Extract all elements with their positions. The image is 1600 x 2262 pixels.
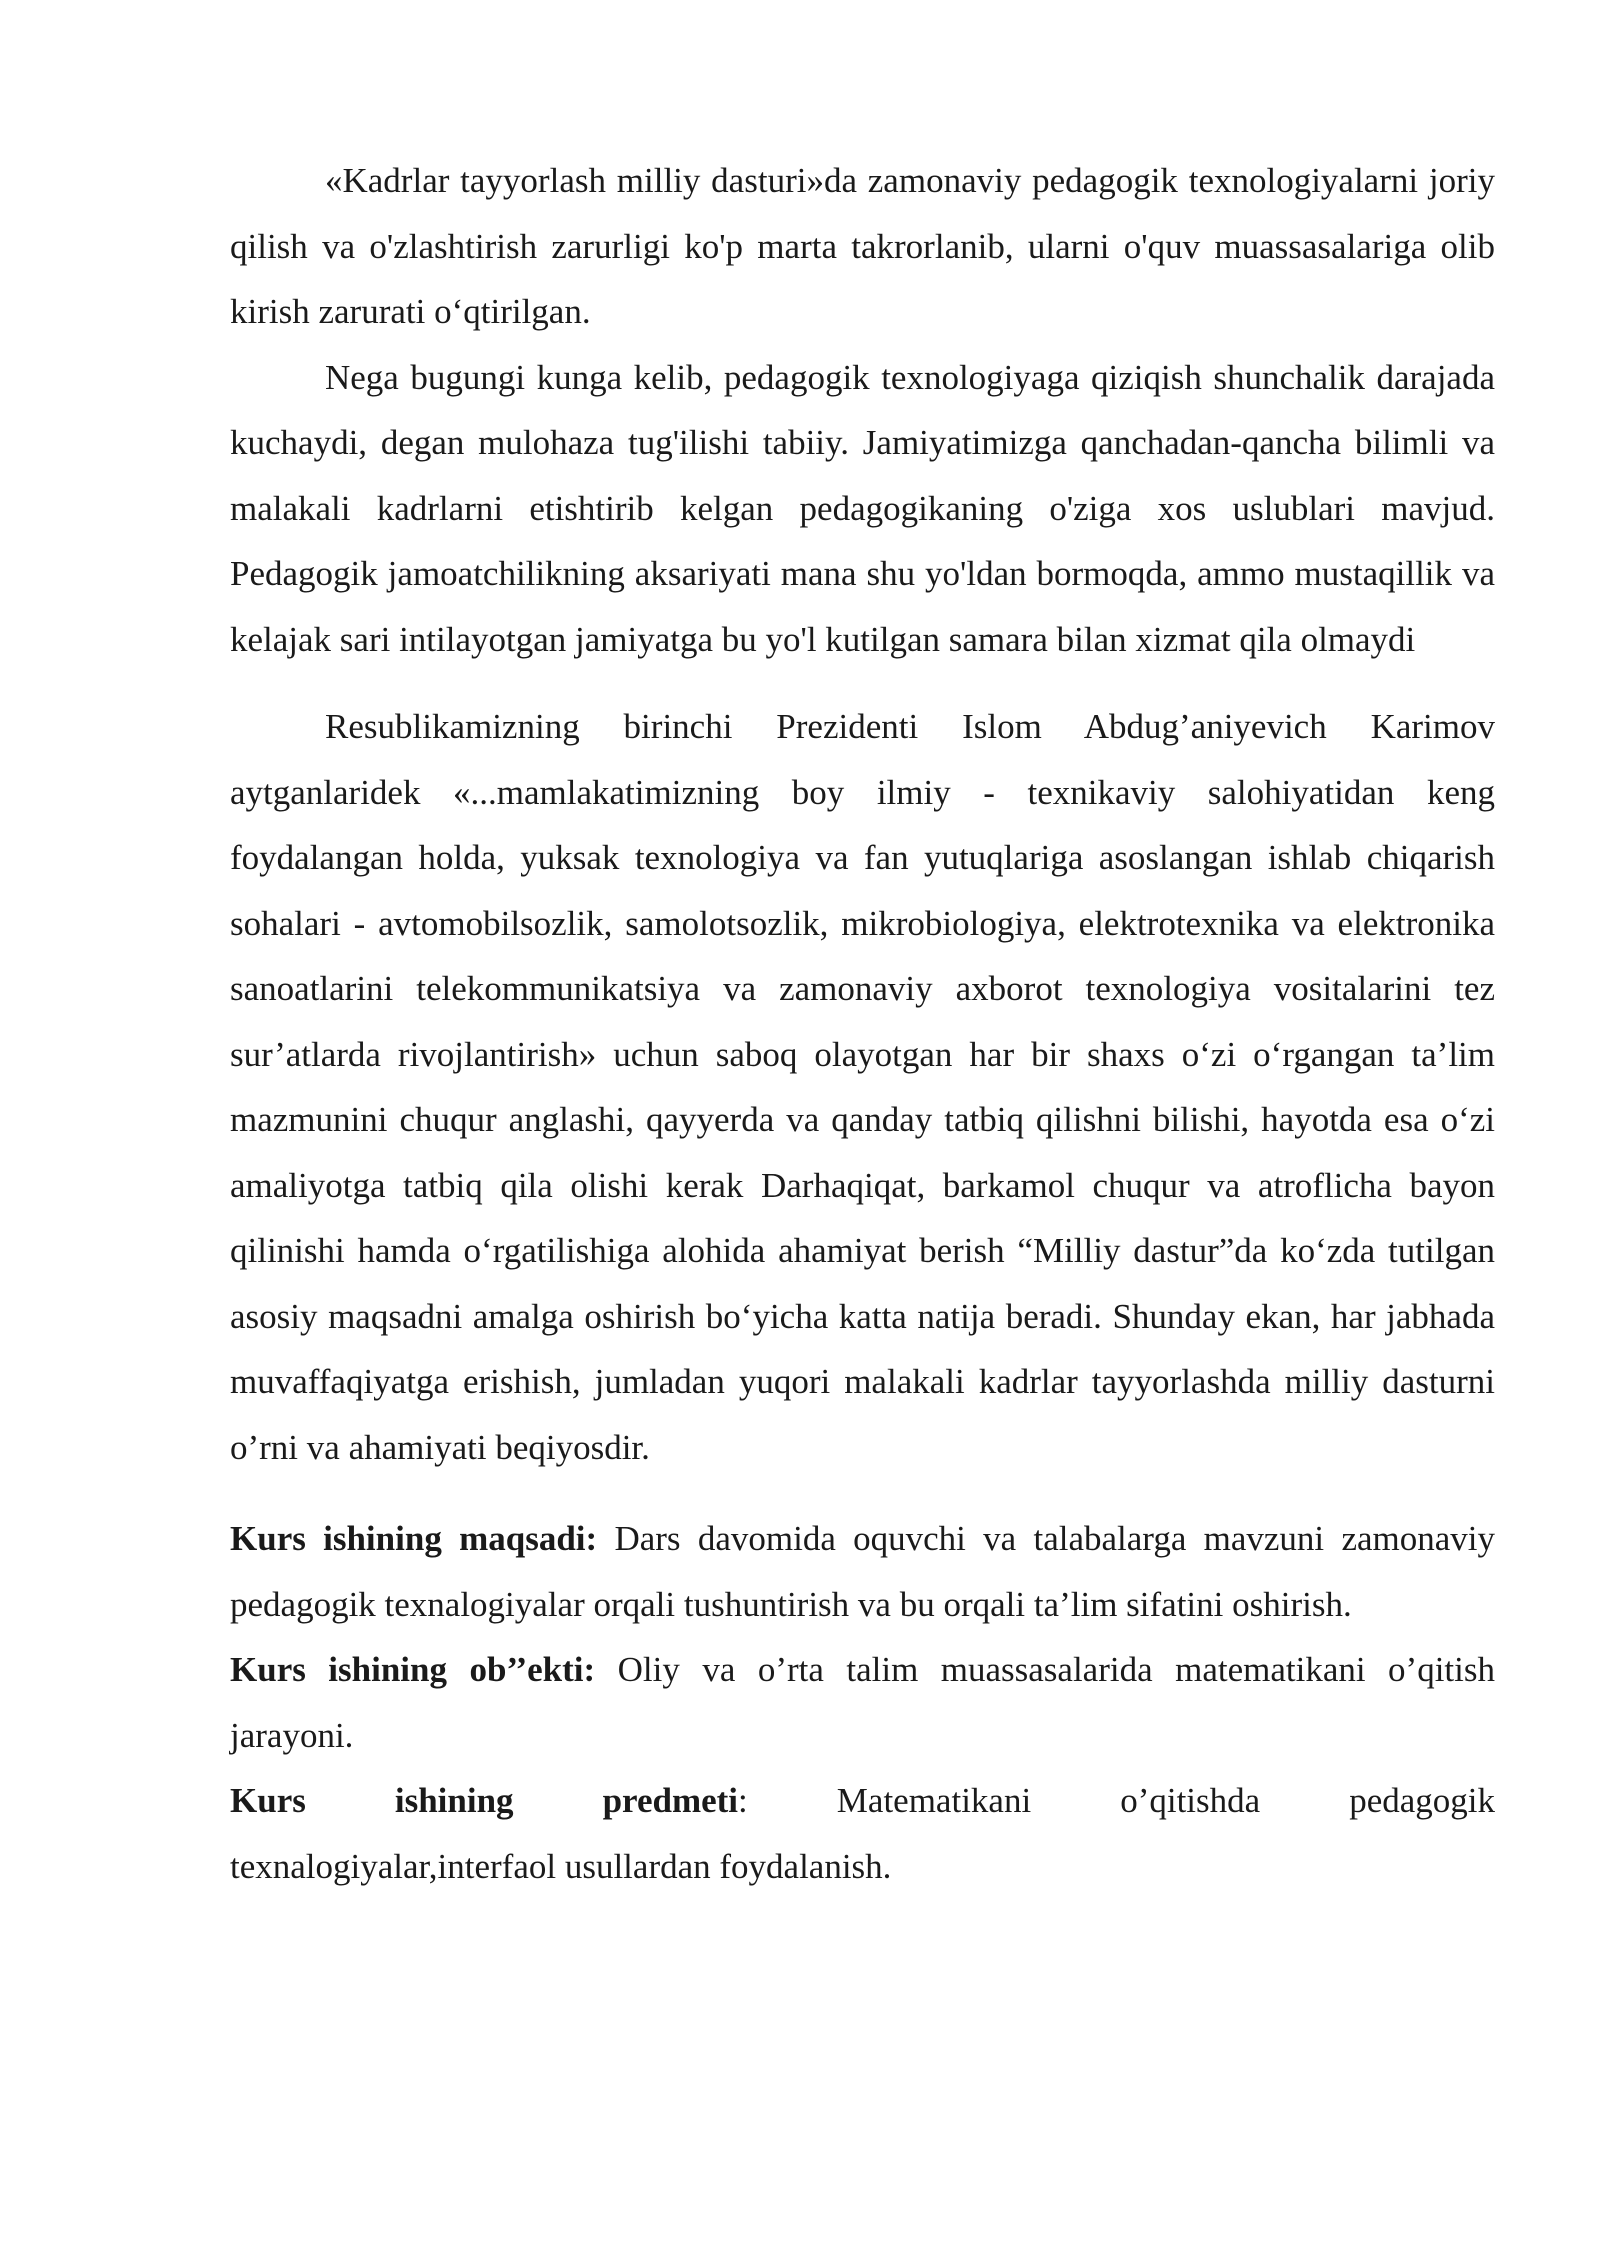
course-subject-continuation: texnalogiyalar,interfaol usullardan foydalanish.	[230, 1846, 892, 1886]
course-object	[230, 1637, 1495, 1768]
document-page	[230, 148, 1495, 1899]
paragraph-pedagogical-technology: Nega bugungi kunga kelib, pedagogik texnologiyaga qiziqish shunchalik darajada kuchaydi, degan mulohaza tug'ilishi tabiiy. Jamiyatimizga qanchadan-qancha bilimli va malakali kadrlarni etishtirib kelgan pedagogikaning o'ziga xos uslublari mavjud. Pedagogik jamoatchilikning aksariyati mana shu yo'ldan bormoqda, ammo mustaqillik va kelajak sari intilayotgan jamiyatga bu yo'l kutilgan samara bilan xizmat qila olmaydi	[230, 357, 1495, 659]
course-object-text: Oliy va o’rta talim muassasalarida matematikani o’qitish jarayoni.	[230, 1650, 1495, 1755]
course-goal	[230, 1506, 1495, 1637]
course-subject-label: Kurs ishining predmeti	[230, 1781, 739, 1820]
course-subject	[230, 1768, 1495, 1834]
paragraph-president-quote: Resublikamizning birinchi Prezidenti Islom Abdug’aniyevich Karimov aytganlaridek «...mamlakatimizning boy ilmiy - texnikaviy salohiyatidan keng foydalangan holda, yuksak texnologiya va fan yutuqlariga asoslangan ishlab chiqarish sohalari - avtomobilsozlik, samolotsozlik, mikrobiologiya, elektrotexnika va elektronika sanoatlarini telekommunikatsiya va zamonaviy axborot texnologiya vositalarini tez sur’atlarda rivojlantirish» uchun saboq olayotgan har bir shaxs o‘zi o‘rgangan ta’lim mazmunini chuqur anglashi, qayyerda va qanday tatbiq qilishni bilishi, hayotda esa o‘zi amaliyotga tatbiq qila olishi kerak Darhaqiqat, barkamol chuqur va atroflicha bayon qilinishi hamda o‘rgatilishiga alohida ahamiyat berish “Milliy dastur”da ko‘zda tutilgan asosiy maqsadni amalga oshirish bo‘yicha katta natija beradi. Shunday ekan, har jabhada muvaffaqiyatga erishish, jumladan yuqori malakali kadrlar tayyorlashda milliy dasturni o’rni va ahamiyati beqiyosdir.	[230, 707, 1495, 1467]
course-object-label: Kurs ishining ob’’ekti:	[230, 1650, 596, 1689]
course-goal-label: Kurs ishining maqsadi:	[230, 1519, 598, 1558]
paragraph-national-program: «Kadrlar tayyorlash milliy dasturi»da zamonaviy pedagogik texnologiyalarni joriy qilish va o'zlashtirish zarurligi ko'p marta takrorlanib, ularni o'quv muassasalariga olib kirish zarurati o‘qtirilgan.	[230, 161, 1495, 331]
course-goal-text: Dars davomida oquvchi va talabalarga mavzuni zamonaviy pedagogik texnalogiyalar orqali tushuntirish va bu orqali ta’lim sifatini oshirish.	[230, 1519, 1495, 1624]
course-subject-text: Matematikani o’qitishda pedagogik	[747, 1781, 1495, 1820]
course-subject-colon: :	[738, 1781, 748, 1820]
